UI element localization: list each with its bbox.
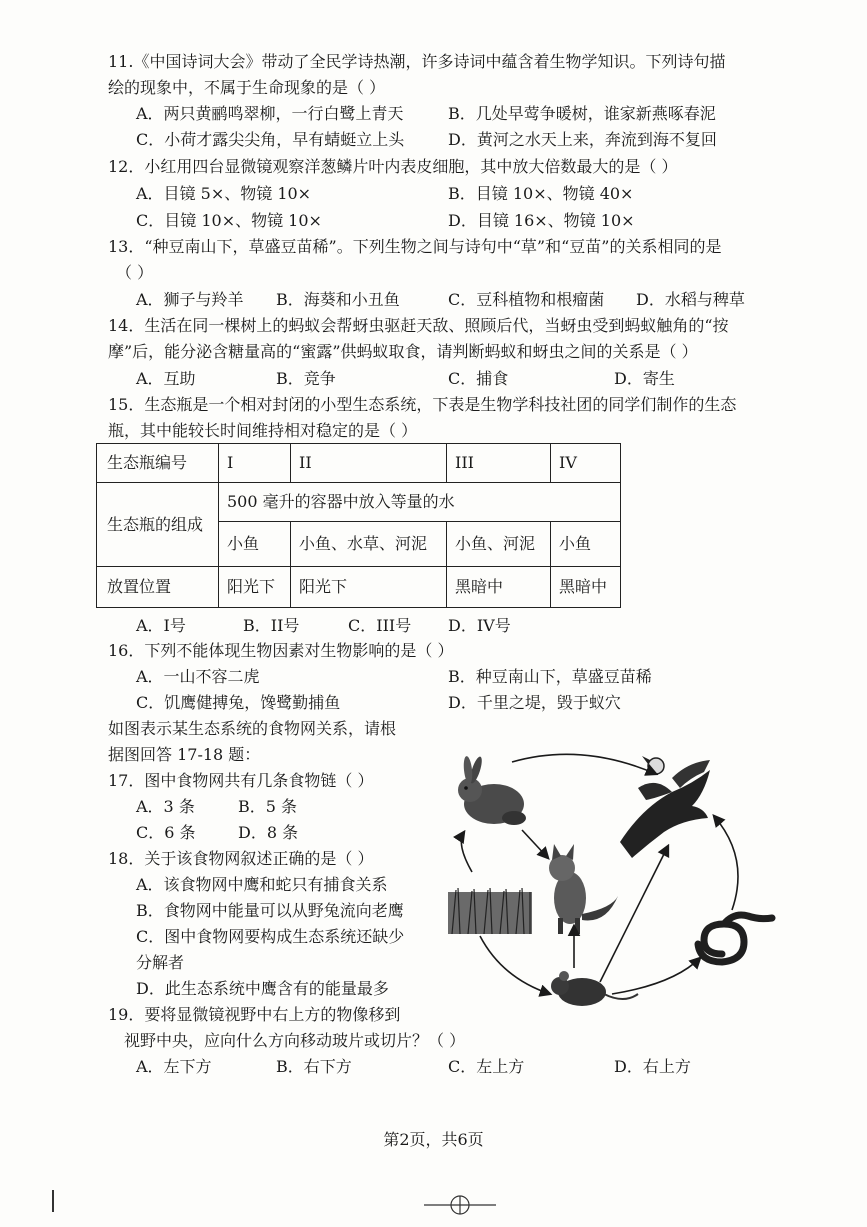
q14-option-a: A．互助 [136,369,196,388]
margin-mark [52,1190,54,1212]
grass-illustration [448,888,532,934]
rabbit-illustration [458,755,526,825]
q19-option-a: A．左下方 [136,1057,212,1076]
q16-stem: 16．下列不能体现生物因素对生物影响的是（ ） [108,641,454,660]
q15-stem-line2: 瓶，其中能较长时间维持相对稳定的是（ ） [108,421,418,440]
table-cell-position-4: 黑暗中 [551,567,621,608]
food-web-intro-line1: 如图表示某生态系统的食物网关系，请根 [108,719,397,738]
q18-option-b: B．食物网中能量可以从野兔流向老鹰 [136,901,404,920]
q17-stem: 17．图中食物网共有几条食物链（ ） [108,771,374,790]
fox-illustration [549,844,618,934]
q12-option-c: C．目镜 10×、物镜 10× [136,211,322,230]
table-header-composition: 生态瓶的组成 [97,483,219,567]
table-cell-composition-4: 小鱼 [551,522,621,567]
table-cell-number-4: IV [551,444,621,483]
q18-option-a: A．该食物网中鹰和蛇只有捕食关系 [136,875,388,894]
page-footer: 第2页，共6页 [383,1130,484,1149]
q18-option-c-line2: 分解者 [136,953,185,972]
q18-option-d: D．此生态系统中鹰含有的能量最多 [136,979,389,998]
ecobottle-table [96,443,621,608]
q12-option-b: B．目镜 10×、物镜 40× [448,184,634,203]
q12-option-d: D．目镜 16×、物镜 10× [448,211,635,230]
q19-option-b: B．右下方 [276,1057,352,1076]
q15-stem-line1: 15．生态瓶是一个相对封闭的小型生态系统，下表是生物学科技社团的同学们制作的生态 [108,395,737,414]
q12-stem: 12．小红用四台显微镜观察洋葱鳞片叶内表皮细胞，其中放大倍数最大的是（ ） [108,157,678,176]
q16-option-c: C．饥鹰健搏兔，馋鹭勤捕鱼 [136,693,341,712]
q15-option-a: A．I号 [136,616,186,635]
q13-option-c: C．豆科植物和根瘤菌 [448,290,605,309]
q17-option-a: A．3 条 [136,797,195,816]
q14-option-d: D．寄生 [614,369,675,388]
table-header-number: 生态瓶编号 [97,444,219,483]
table-header-position: 放置位置 [97,567,219,608]
q19-stem-line1: 19．要将显微镜视野中右上方的物像移到 [108,1005,401,1024]
q15-option-c: C．III号 [348,616,412,635]
q13-option-a: A．狮子与羚羊 [136,290,244,309]
q11-option-b: B．几处早莺争暖树，谁家新燕啄春泥 [448,104,716,123]
table-row-position [97,567,621,608]
table-cell-shared-condition: 500 毫升的容器中放入等量的水 [219,483,621,522]
q13-stem-line2: （ ） [116,263,154,282]
q13-option-d: D．水稻与稗草 [636,290,745,309]
q14-option-c: C．捕食 [448,369,509,388]
table-row-numbers [97,444,621,483]
q16-option-b: B．种豆南山下，草盛豆苗稀 [448,667,652,686]
q17-option-b: B．5 条 [238,797,298,816]
q16-option-d: D．千里之堤，毁于蚁穴 [448,693,621,712]
eagle-illustration [620,756,710,858]
q15-option-d: D．IV号 [448,616,511,635]
q13-option-b: B．海葵和小丑鱼 [276,290,400,309]
table-cell-number-2: II [291,444,447,483]
q14-option-b: B．竞争 [276,369,336,388]
q11-stem-line1: 11.《中国诗词大会》带动了全民学诗热潮，许多诗词中蕴含着生物学知识。下列诗句描 [108,52,726,71]
q11-option-d: D．黄河之水天上来，奔流到海不复回 [448,130,717,149]
table-cell-number-1: I [219,444,291,483]
table-cell-position-2: 阳光下 [291,567,447,608]
q19-option-d: D．右上方 [614,1057,691,1076]
table-row-shared [97,483,621,522]
table-cell-composition-3: 小鱼、河泥 [447,522,551,567]
q13-stem-line1: 13．“种豆南山下，草盛豆苗稀”。下列生物之间与诗句中“草”和“豆苗”的关系相同的是 [108,237,722,256]
table-cell-position-1: 阳光下 [219,567,291,608]
snake-illustration [698,915,772,962]
binding-mark-icon [420,1194,500,1216]
q11-option-a: A．两只黄鹂鸣翠柳，一行白鹭上青天 [136,104,404,123]
q17-option-d: D．8 条 [238,823,299,842]
q11-option-c: C．小荷才露尖尖角，早有蜻蜓立上头 [136,130,405,149]
q19-stem-line2: 视野中央，应向什么方向移动玻片或切片？（ ） [124,1031,466,1050]
q16-option-a: A．一山不容二虎 [136,667,260,686]
table-cell-composition-1: 小鱼 [219,522,291,567]
q12-option-a: A．目镜 5×、物镜 10× [136,184,312,203]
q18-stem: 18．关于该食物网叙述正确的是（ ） [108,849,374,868]
food-web-diagram [442,748,786,1010]
table-cell-composition-2: 小鱼、水草、河泥 [291,522,447,567]
q11-stem-line2: 绘的现象中，不属于生命现象的是（ ） [108,78,386,97]
mouse-illustration [551,971,638,1006]
q15-option-b: B．II号 [243,616,300,635]
q17-option-c: C．6 条 [136,823,196,842]
q14-stem-line1: 14．生活在同一棵树上的蚂蚁会帮蚜虫驱赶天敌、照顾后代，当蚜虫受到蚂蚁触角的“按 [108,316,729,335]
q14-stem-line2: 摩”后，能分泌含糖量高的“蜜露”供蚂蚁取食，请判断蚂蚁和蚜虫之间的关系是（ ） [108,342,698,361]
table-cell-position-3: 黑暗中 [447,567,551,608]
q19-option-c: C．左上方 [448,1057,525,1076]
food-web-intro-line2: 据图回答 17-18 题： [108,745,261,764]
table-cell-number-3: III [447,444,551,483]
q18-option-c-line1: C．图中食物网要构成生态系统还缺少 [136,927,405,946]
